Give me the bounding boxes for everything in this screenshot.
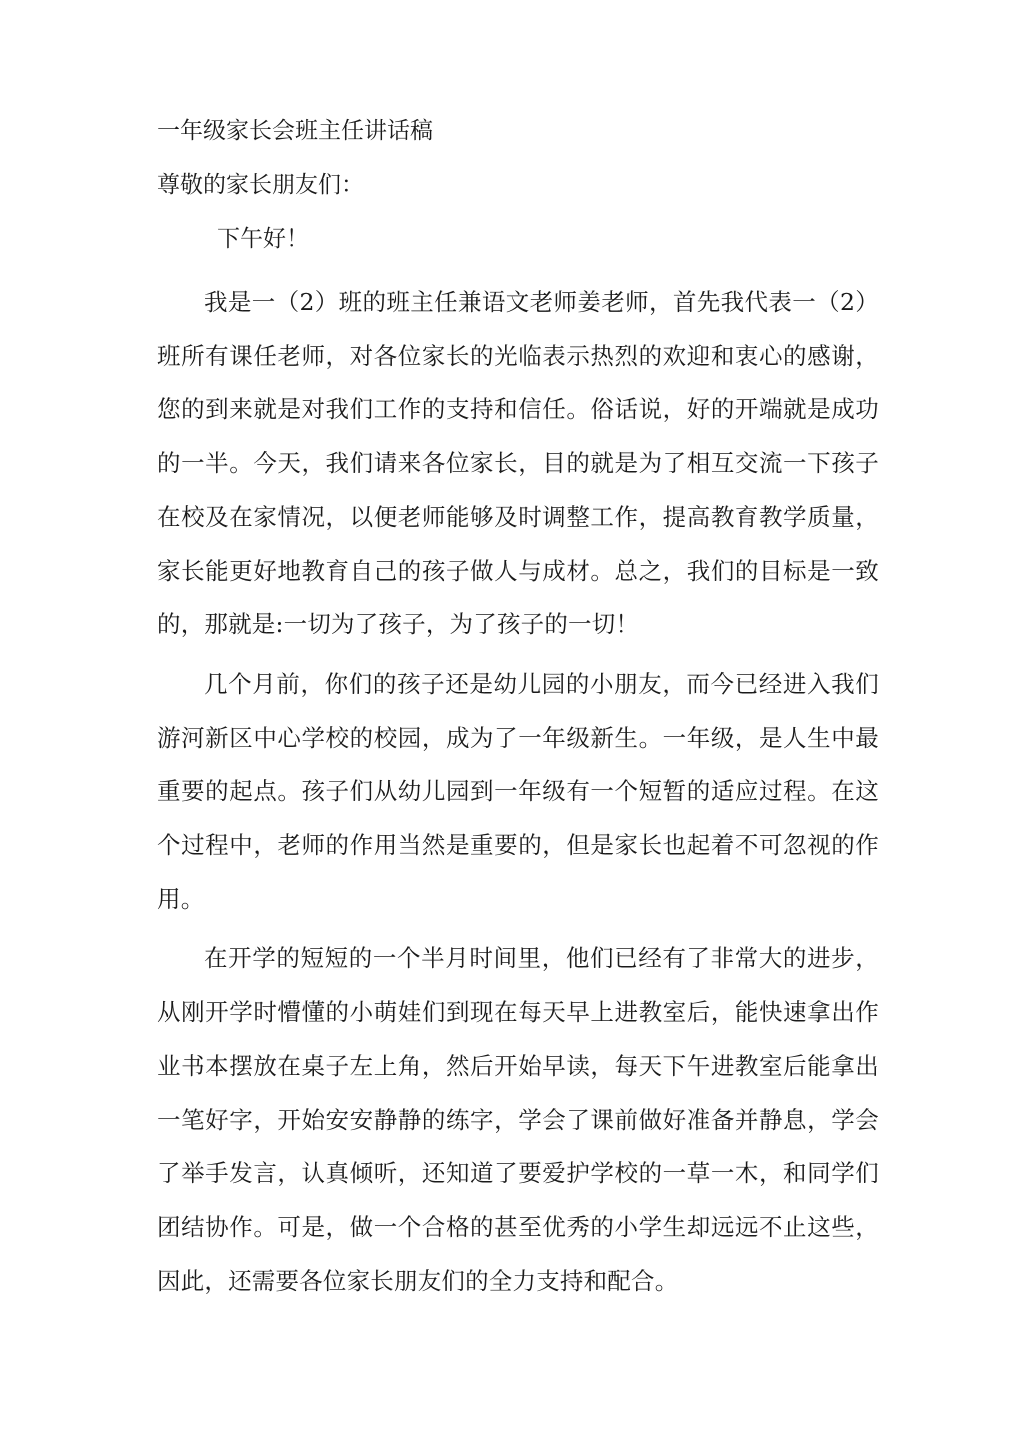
salutation: 尊敬的家长朋友们：	[157, 172, 364, 198]
greeting: 下午好！	[217, 226, 309, 252]
paragraph-first-grade: 几个月前，你们的孩子还是幼儿园的小朋友，而今已经进入我们游河新区中心学校的校园，成为了一年级新生。一年级，是人生中最重要的起点。孩子们从幼儿园到一年级有一个短暂的适应过程。在这个过程中，老师的作用当然是重要的，但是家长也起着不可忽视的作用。	[157, 669, 879, 913]
paragraph-progress: 在开学的短短的一个半月时间里，他们已经有了非常大的进步，从刚开学时懵懂的小萌娃们到现在每天早上进教室后，能快速拿出作业书本摆放在桌子左上角，然后开始早读，每天下午进教室后能拿出一笔好字，开始安安静静的练字，学会了课前做好准备并静息，学会了举手发言，认真倾听，还知道了要爱护学校的一草一木，和同学们团结协作。可是，做一个合格的甚至优秀的小学生却远远不止这些，因此，还需要各位家长朋友们的全力支持和配合。	[157, 944, 879, 1295]
document-body	[157, 114, 879, 1308]
document-title: 一年级家长会班主任讲话稿	[157, 118, 433, 144]
paragraph-introduction: 我是一（2）班的班主任兼语文老师姜老师，首先我代表一（2）班所有课任老师，对各位家长的光临表示热烈的欢迎和衷心的感谢，您的到来就是对我们工作的支持和信任。俗话说，好的开端就是成功的一半。今天，我们请来各位家长，目的就是为了相互交流一下孩子在校及在家情况，以便老师能够及时调整工作，提高教育教学质量，家长能更好地教育自己的孩子做人与成材。总之，我们的目标是一致的，那就是:一切为了孩子，为了孩子的一切！	[157, 288, 879, 639]
